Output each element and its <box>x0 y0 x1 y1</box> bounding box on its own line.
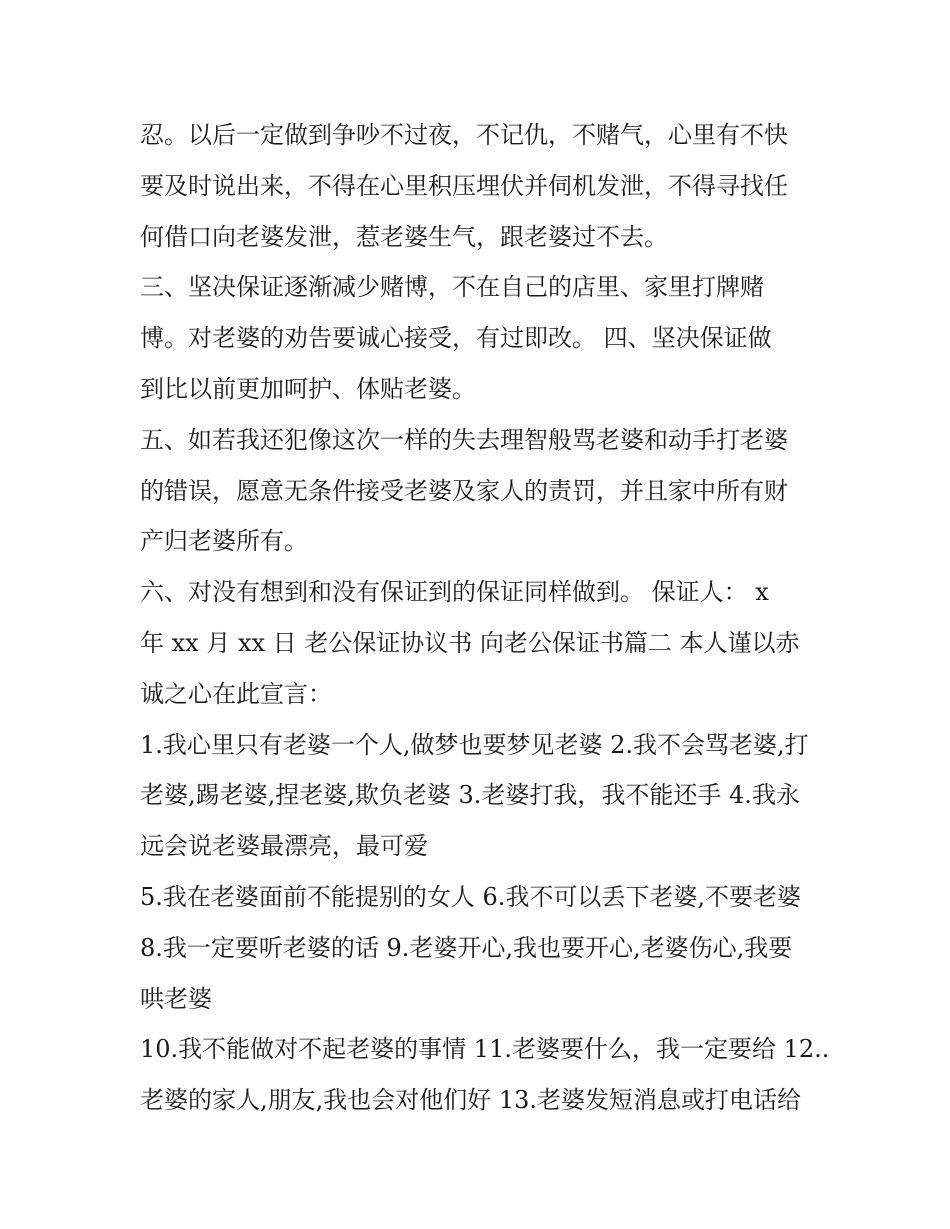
text-line: 诚之心在此宣言： <box>140 679 332 708</box>
text-line: 博。对老婆的劝告要诚心接受，有过即改。 四、坚决保证做 <box>140 324 772 353</box>
text-line: 的错误，愿意无条件接受老婆及家人的责罚，并且家中所有财 <box>140 476 788 505</box>
text-line: 5.我在老婆面前不能提别的女人 6.我不可以丢下老婆,不要老婆 <box>140 882 802 911</box>
text-line: 哄老婆 <box>140 984 212 1013</box>
text-line: 8.我一定要听老婆的话 9.老婆开心,我也要开心,老婆伤心,我要 <box>140 933 793 962</box>
text-line: 五、如若我还犯像这次一样的失去理智般骂老婆和动手打老婆 <box>140 425 788 454</box>
text-line: 老婆,踢老婆,捏老婆,欺负老婆 3.老婆打我，我不能还手 4.我永 <box>140 781 800 810</box>
text-line: 何借口向老婆发泄，惹老婆生气，跟老婆过不去。 <box>140 222 668 251</box>
text-line: 到比以前更加呵护、体贴老婆。 <box>140 374 476 403</box>
text-line: 忍。以后一定做到争吵不过夜，不记仇，不赌气，心里有不快 <box>140 121 788 149</box>
text-line: 产归老婆所有。 <box>140 527 308 556</box>
document-body <box>140 110 830 1126</box>
text-line: 三、坚决保证逐渐减少赌博，不在自己的店里、家里打牌赌 <box>140 273 764 302</box>
text-line: 10.我不能做对不起老婆的事情 11.老婆要什么，我一定要给 12.. <box>140 1035 830 1064</box>
text-line: 老婆的家人,朋友,我也会对他们好 13.老婆发短消息或打电话给 <box>140 1086 802 1115</box>
text-line: 要及时说出来，不得在心里积压埋伏并伺机发泄，不得寻找任 <box>140 171 788 200</box>
text-line: 六、对没有想到和没有保证到的保证同样做到。 保证人： x <box>140 578 769 607</box>
text-line: 年 xx 月 xx 日 老公保证协议书 向老公保证书篇二 本人谨以赤 <box>140 628 800 657</box>
text-line: 1.我心里只有老婆一个人,做梦也要梦见老婆 2.我不会骂老婆,打 <box>140 730 809 759</box>
text-line: 远会说老婆最漂亮，最可爱 <box>140 832 428 861</box>
